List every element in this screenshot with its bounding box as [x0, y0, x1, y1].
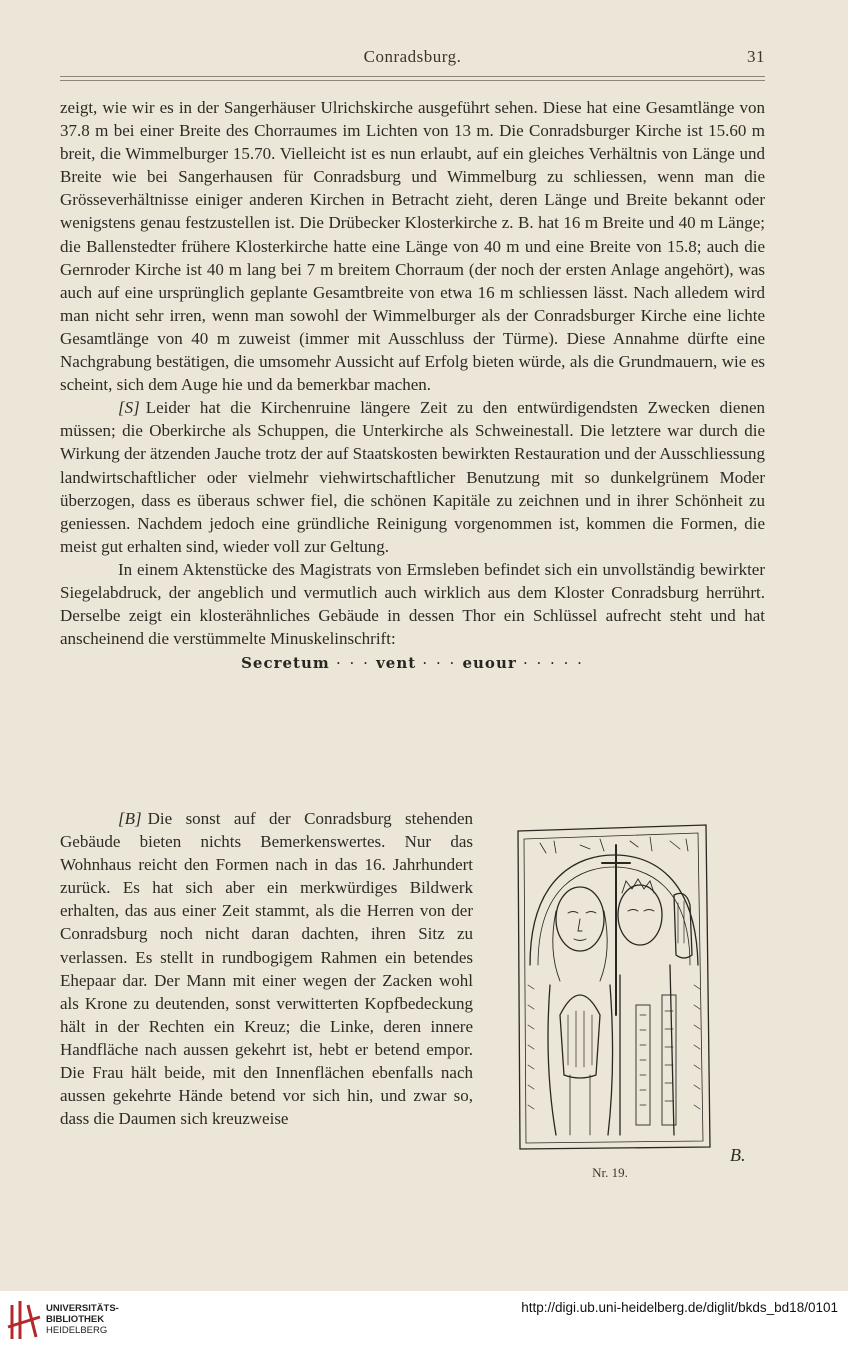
library-footer — [0, 1291, 848, 1351]
figure-19 — [510, 815, 765, 1185]
paragraph-2-text: Leider hat die Kirchenruine längere Zeit zu den entwürdigendsten Zwecken dienen müssen; die Oberkirche als Schuppen, die Unterkirche als Schweinestall. Die letztere war durch die Wirkung der ätzenden Jauche trotz der auf Staatskosten bewirkten Restauration und der Ausschliessung landwirtschaftlicher oder vielmehr viehwirtschaftlicher Benutzung mit so dunkelgrünem Moder überzogen, dass es überaus schwer fiel, die schönen Kapitäle zu zeichnen und in ihrer Schönheit zu geniessen. Nachdem jedoch eine gründliche Reinigung vorgenommen ist, kommen die Formen, die meist gut erhalten sind, wieder voll zur Geltung. — [60, 398, 765, 556]
inscription-separator-1: · · · — [336, 654, 370, 673]
main-text — [60, 96, 765, 681]
library-name-line-2: BIBLIOTHEK — [46, 1314, 105, 1325]
header-rule-bottom — [60, 80, 765, 81]
library-name-line-1: UNIVERSITÄTS- — [46, 1303, 119, 1314]
paragraph-3 — [60, 558, 765, 650]
section-marker-s: [S] — [118, 398, 140, 418]
inscription-word-3: euour — [462, 654, 517, 673]
text-with-figure — [60, 807, 765, 1187]
paragraph-2 — [60, 396, 765, 558]
header-rule-top — [60, 76, 765, 77]
minuscule-inscription — [60, 652, 765, 675]
paragraph-3-text: In einem Aktenstücke des Magistrats von Ermsleben befindet sich ein unvollständig bewirkter Siegelabdruck, der angeblich und vermutlich auch wirklich aus dem Kloster Conradsburg herrührt. Derselbe zeigt ein klosterähnliches Gebäude in dessen Thor ein Schlüssel aufrecht steht und hat anscheinend die verstümmelte Minuskelinschrift: — [60, 559, 765, 649]
paragraph-4 — [60, 807, 473, 1130]
paragraph-1-text: zeigt, wie wir es in der Sangerhäuser Ulrichskirche ausgeführt sehen. Diese hat eine Gesamtlänge von 37.8 m bei einer Breite des Chorraumes im Lichten von 13 m. Die Conradsburger Kirche ist 15.60 m breit, die Wimmelburger 15.70. Vielleicht ist es nun erlaubt, auf ein gleiches Verhältnis von Länge und Breite wie bei Sangerhausen für Conradsburg und Wimmelburg zu schliessen, wenn man die Grösseverhältnisse einiger anderen Kirchen in Betracht zieht, deren Länge und Breite bekannt oder wenigstens genau festzustellen ist. Die Drübecker Klosterkirche z. B. hat 16 m Breite und 40 m Länge; die Ballenstedter frühere Klosterkirche hatte eine Länge von 40 m und eine Breite von 15.8; auch die Gernroder Kirche ist 40 m lang bei 7 m breitem Chorraum (der noch der ersten Anlage angehört), was auch auf eine ursprünglich geplante Gesamtbreite von etwa 16 m schliessen lässt. Nach alledem wird man nicht sehr irren, wenn man sowohl der Wimmelburger als der Conradsburger Kirche eine lichte Gesamtlänge von 40 m zuweist (immer mit Ausschluss der Türme). Diese Annahme dürfte eine Nachgrabung bestätigen, die umsomehr Aussicht auf Erfolg bieten würde, als die Grundmauern, wie es scheint, sich dem Auge hie und da bemerkbar machen. — [60, 98, 765, 395]
page-number: 31 — [747, 47, 765, 66]
running-header — [60, 47, 765, 71]
figure-caption: Nr. 19. — [592, 1165, 628, 1180]
relief-drawing-praying-couple-icon — [510, 815, 715, 1155]
library-name-line-3: HEIDELBERG — [46, 1325, 108, 1336]
inscription-tail: · · · · · — [522, 654, 584, 673]
paragraph-4-text: Die sonst auf der Conradsburg stehenden Gebäude bieten nichts Bemerkenswertes. Nur das Wohnhaus reicht den Formen nach in das 16. Jahrhundert zurück. Es hat sich aber ein merkwürdiges Bildwerk erhalten, das aus einer Zeit stammt, als die Herren von der Conradsburg noch nicht daran dachten, ihren Sitz zu verlassen. Es stellt in rundbogigem Rahmen ein betendes Ehepaar dar. Der Mann mit einer wegen der Zacken wohl als Krone zu deutenden, sonst verwitterten Kopfbedeckung hält in der Rechten ein Kreuz; die Linke, deren innere Handfläche nach aussen gekehrt ist, hebt er betend empor. Die Frau hält beide, mit den Innenflächen ebenfalls nach aussen gekehrte Hände betend vor sich hin, und zwar so, dass die Daumen sich kreuzweise — [60, 809, 473, 1129]
header-title: Conradsburg. — [363, 47, 462, 66]
inscription-separator-2: · · · — [422, 654, 457, 673]
paragraph-1 — [60, 96, 765, 396]
source-url-link[interactable]: http://digi.ub.uni-heidelberg.de/diglit/bkds_bd18/0101 — [521, 1300, 838, 1315]
section-marker-b: [B] — [118, 809, 142, 828]
library-name — [46, 1303, 119, 1336]
university-library-logo-icon — [6, 1297, 42, 1343]
artist-monogram: B. — [730, 1145, 746, 1165]
inscription-word-2: vent — [376, 654, 417, 673]
inscription-word-1: Secretum — [241, 654, 330, 673]
